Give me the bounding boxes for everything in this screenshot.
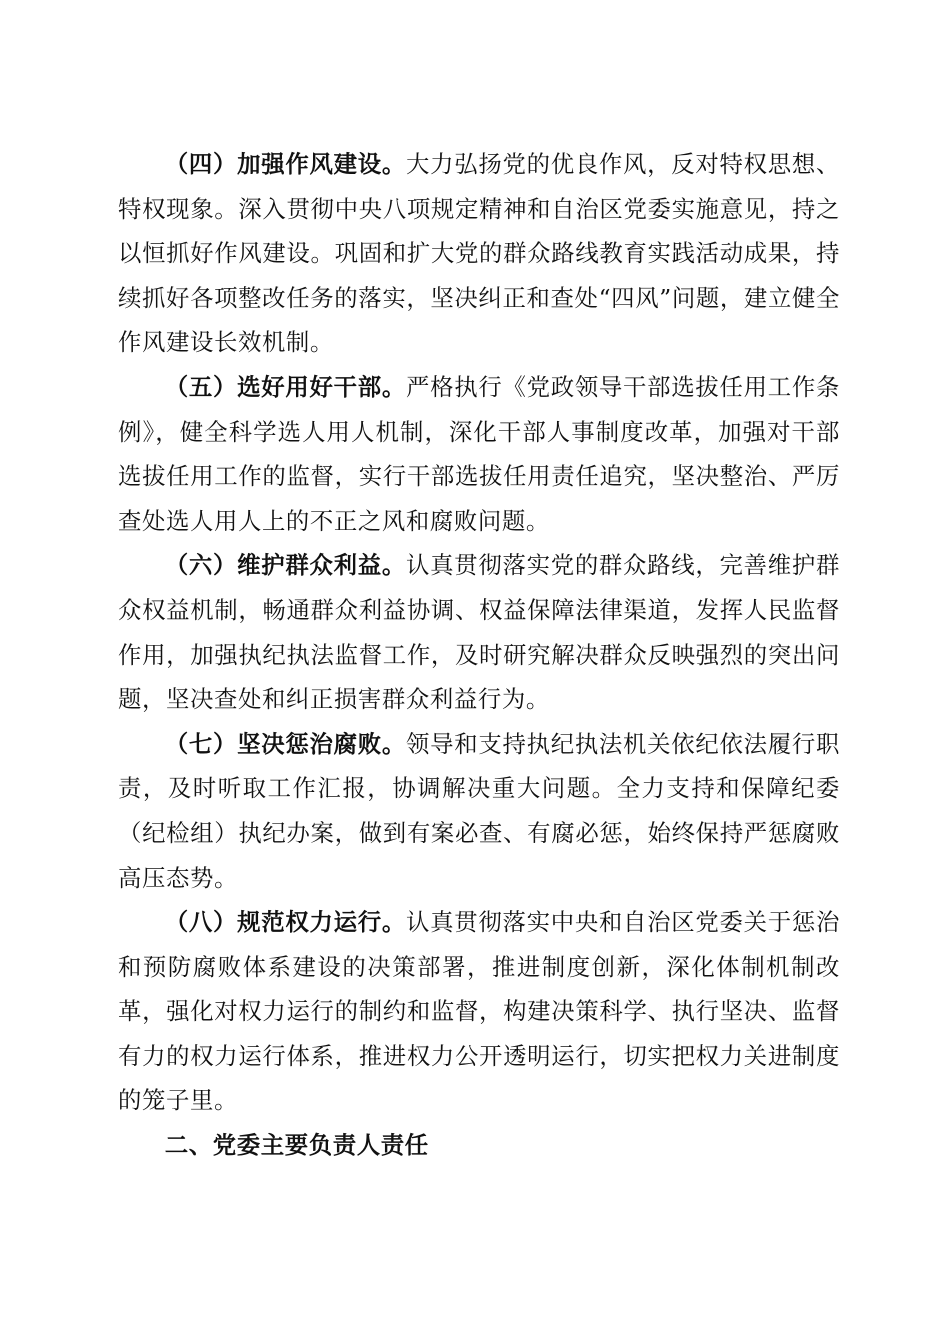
paragraph-body: 领导和支持执纪执法机关依纪依法履行职责，及时听取工作汇报，协调解决重大问题。全力支持和保障纪委（纪检组）执纪办案，做到有案必查、有腐必惩，始终保持严惩腐败高压态势。 — [118, 729, 840, 892]
paragraph-lead: （八）规范权力运行。 — [164, 908, 406, 937]
document-page — [118, 142, 840, 1168]
paragraph-body: 大力弘扬党的优良作风，反对特权思想、特权现象。深入贯彻中央八项规定精神和自治区党委实施意见，持之以恒抓好作风建设。巩固和扩大党的群众路线教育实践活动成果，持续抓好各项整改任务的落实，坚决纠正和查处“四风”问题，建立健全作风建设长效机制。 — [118, 150, 840, 357]
paragraph-lead: （五）选好用好干部。 — [164, 372, 406, 401]
paragraph-lead: （四）加强作风建设。 — [164, 150, 406, 178]
paragraph-lead: （六）维护群众利益。 — [164, 551, 406, 580]
paragraph-zuofeng — [118, 142, 840, 365]
paragraph-qunzhong — [118, 543, 840, 721]
section-heading: 二、党委主要负责人责任 — [164, 1131, 429, 1160]
paragraph-fubai — [118, 722, 840, 900]
paragraph-body: 认真贯彻落实中央和自治区党委关于惩治和预防腐败体系建设的决策部署，推进制度创新，深化体制机制改革，强化对权力运行的制约和监督，构建决策科学、执行坚决、监督有力的权力运行体系，推进权力公开透明运行，切实把权力关进制度的笼子里。 — [118, 908, 840, 1115]
paragraph-body: 严格执行《党政领导干部选拔任用工作条例》，健全科学选人用人机制，深化干部人事制度改革，加强对干部选拔任用工作的监督，实行干部选拔任用责任追究，坚决整治、严厉查处选人用人上的不正之风和腐败问题。 — [118, 372, 840, 535]
paragraph-body: 认真贯彻落实党的群众路线，完善维护群众权益机制，畅通群众利益协调、权益保障法律渠道，发挥人民监督作用，加强执纪执法监督工作，及时研究解决群众反映强烈的突出问题，坚决查处和纠正损害群众利益行为。 — [118, 551, 840, 714]
paragraph-quanli — [118, 900, 840, 1123]
paragraph-ganbu — [118, 365, 840, 543]
paragraph-lead: （七）坚决惩治腐败。 — [164, 729, 406, 758]
